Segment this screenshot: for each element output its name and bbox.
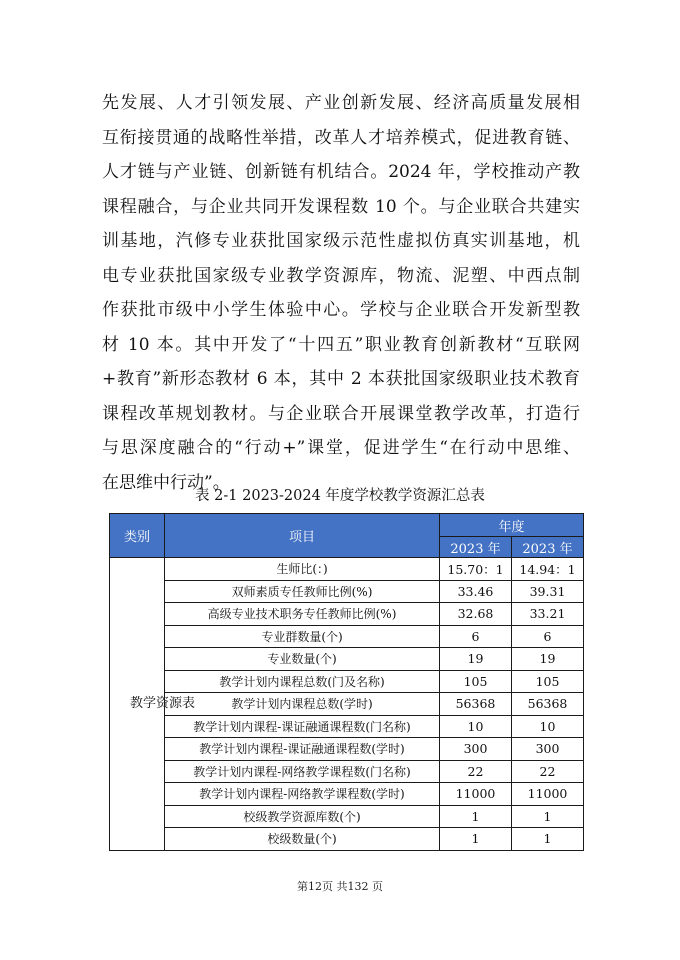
resource-summary-table [109,513,584,851]
body-paragraph [102,86,580,500]
item-cell: 教学计划内课程总数(门及名称) [165,670,440,693]
table-row [110,738,584,761]
item-cell: 教学计划内课程-课证融通课程数(学时) [165,738,440,761]
paragraph-line: 互衔接贯通的战略性举措，改革人才培养模式，促进教育链、 [102,127,580,148]
item-cell: 教学计划内课程-网络教学课程数(学时) [165,783,440,806]
table-row [110,783,584,806]
value-2023b-cell: 1 [512,828,584,851]
header-year-2: 2023 年 [512,537,584,558]
header-year-group: 年度 [440,514,584,537]
value-2023b-cell: 14.94：1 [512,558,584,581]
value-2023b-cell: 22 [512,760,584,783]
item-cell: 教学计划内课程-网络教学课程数(门名称) [165,760,440,783]
value-2023b-cell: 6 [512,625,584,648]
value-2023-cell: 6 [440,625,512,648]
paragraph-line: 材 10 本。其中开发了“十四五”职业教育创新教材“互联网 [102,334,580,355]
paragraph-line: 在思维中行动”。 [102,472,230,493]
value-2023b-cell: 19 [512,648,584,671]
paragraph-line: 训基地，汽修专业获批国家级示范性虚拟仿真实训基地，机 [102,231,580,251]
item-cell: 教学计划内课程总数(学时) [165,693,440,716]
header-item: 项目 [165,514,440,558]
paragraph-line: 与思深度融合的“行动+”课堂，促进学生“在行动中思维、 [102,438,580,458]
paragraph-line: 电专业获批国家级专业教学资源库，物流、泥塑、中西点制 [102,265,580,286]
table-row [110,828,584,851]
value-2023-cell: 32.68 [440,603,512,626]
paragraph-line: 课程融合，与企业共同开发课程数 10 个。与企业联合共建实 [102,196,580,217]
paragraph-line: 课程改革规划教材。与企业联合开展课堂教学改革，打造行 [102,403,580,424]
table-header-row [110,514,584,537]
value-2023-cell: 33.46 [440,580,512,603]
table-row [110,625,584,648]
table-row [110,558,584,581]
value-2023b-cell: 105 [512,670,584,693]
item-cell: 生师比(：) [165,558,440,581]
item-cell: 教学计划内课程-课证融通课程数(门名称) [165,715,440,738]
table-row [110,715,584,738]
header-category: 类别 [110,514,165,558]
page-footer: 第12页 共132 页 [297,880,383,893]
value-2023b-cell: 1 [512,805,584,828]
category-cell [110,558,196,851]
item-cell: 双师素质专任教师比例(%) [165,580,440,603]
paragraph-line: 作获批市级中小学生体验中心。学校与企业联合开发新型教 [102,300,580,320]
table-row [110,670,584,693]
table-row [110,603,584,626]
value-2023b-cell: 11000 [512,783,584,806]
value-2023-cell: 10 [440,715,512,738]
item-cell: 校级数量(个) [165,828,440,851]
value-2023-cell: 105 [440,670,512,693]
item-cell: 高级专业技术职务专任教师比例(%) [165,603,440,626]
paragraph-line: +教育”新形态教材 6 本，其中 2 本获批国家级职业技术教育 [102,369,580,389]
table-row [110,648,584,671]
value-2023b-cell: 10 [512,715,584,738]
header-year-1: 2023 年 [440,537,512,558]
item-cell: 专业群数量(个) [165,625,440,648]
value-2023-cell: 300 [440,738,512,761]
value-2023b-cell: 56368 [512,693,584,716]
value-2023-cell: 22 [440,760,512,783]
item-cell: 校级教学资源库数(个) [165,805,440,828]
table-row [110,805,584,828]
value-2023-cell: 19 [440,648,512,671]
table-row [110,760,584,783]
item-cell: 专业数量(个) [165,648,440,671]
value-2023b-cell: 39.31 [512,580,584,603]
value-2023-cell: 56368 [440,693,512,716]
paragraph-line: 人才链与产业链、创新链有机结合。2024 年，学校推动产教 [102,162,580,182]
value-2023-cell: 1 [440,805,512,828]
paragraph-line: 先发展、人才引领发展、产业创新发展、经济高质量发展相 [102,93,580,113]
table-row [110,580,584,603]
category-label: 教学资源表 [130,695,196,711]
value-2023-cell: 11000 [440,783,512,806]
value-2023-cell: 15.70：1 [440,558,512,581]
value-2023b-cell: 33.21 [512,603,584,626]
table-caption: 表 2-1 2023-2024 年度学校教学资源汇总表 [195,488,485,504]
value-2023-cell: 1 [440,828,512,851]
value-2023b-cell: 300 [512,738,584,761]
